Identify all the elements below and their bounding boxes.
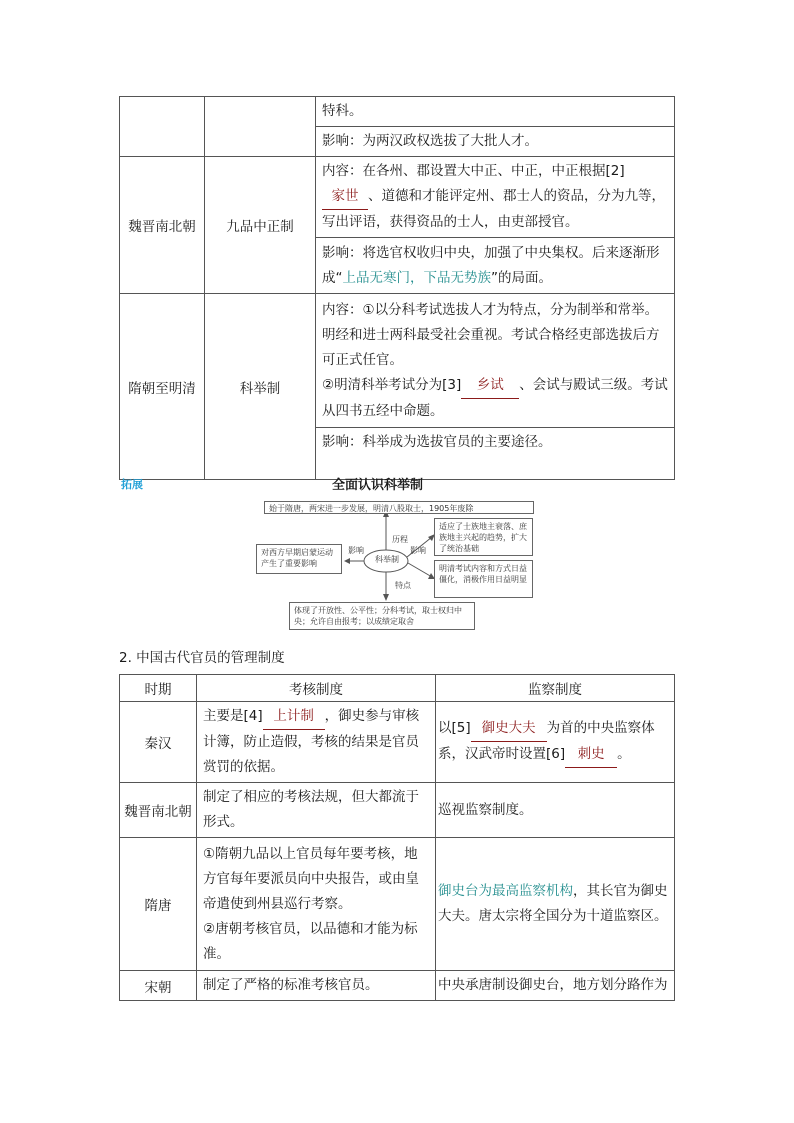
impact-cell	[316, 127, 675, 157]
header-assessment: 考核制度	[197, 675, 436, 702]
impact-text: 影响：将选官权收归中央，加强了中央集权。后来逐渐形成“	[322, 244, 660, 286]
diagram-label-impact-right: 影响	[410, 546, 426, 555]
expand-title: 全面认识科举制	[332, 478, 424, 493]
period-text: 秦汉	[144, 736, 172, 752]
assessment-text: ①隋朝九品以上官员每年要考核，地方官每年要派员向中央报告，或由皇帝遣使到州县巡行考察。	[203, 845, 419, 912]
supervision-text: 。	[617, 746, 631, 762]
period-text: 魏晋南北朝	[128, 219, 196, 235]
period-cell	[120, 157, 205, 294]
diagram-label-feature: 特点	[395, 581, 411, 590]
answer-blank-3: 乡试	[461, 373, 519, 399]
period-cell	[120, 702, 197, 783]
impact-cell	[316, 428, 675, 480]
impact-cell	[316, 238, 675, 294]
header-period: 时期	[120, 675, 197, 702]
impact-text: 影响：科举成为选拔官员的主要途径。	[322, 434, 552, 450]
highlight-phrase: 上品无寒门，下品无势族	[342, 269, 491, 286]
supervision-cell	[436, 838, 675, 971]
supervision-text: 以[5]	[438, 720, 471, 736]
period-text: 隋唐	[144, 898, 172, 914]
diagram-right-top-box: 适应了士族地主衰落、庶族地主兴起的趋势，扩大了统治基础	[434, 518, 533, 556]
period-cell	[120, 783, 197, 838]
content-text: 、道德和才能评定州、郡士人的资品，分为九等，写出评语，获得资品的士人，由吏部授官。	[322, 188, 665, 230]
diagram-top-box: 始于隋唐，两宋进一步发展，明清八股取士，1905年废除	[264, 501, 534, 514]
period-cell	[120, 294, 205, 480]
diagram-left-box: 对西方早期启蒙运动产生了重要影响	[256, 544, 342, 574]
content-text: 内容：在各州、郡设置大中正、中正，中正根据[2]	[322, 163, 625, 179]
supervision-text: 为首的中央监察体系，汉武帝时设置[6]	[438, 720, 655, 762]
content-text: ②明清科举考试分为[3]	[322, 376, 462, 393]
system-text: 科举制	[239, 380, 281, 397]
assessment-cell	[197, 971, 436, 1001]
content-cell	[316, 294, 675, 428]
supervision-text: 中央承唐制设御史台，地方划分路作为	[438, 977, 668, 993]
content-text: 、会试与殿试三级。考试从四书五经中命题。	[322, 376, 668, 419]
system-text: 九品中正制	[226, 219, 294, 235]
supervision-cell	[436, 702, 675, 783]
assessment-cell	[197, 783, 436, 838]
assessment-text: ，御史参与审核计簿，防止造假，考核的结果是官员赏罚的依据。	[203, 708, 420, 775]
system-cell	[205, 157, 316, 294]
period-text: 魏晋南北朝	[124, 804, 192, 820]
assessment-text: 主要是[4]	[203, 708, 263, 724]
answer-blank-4: 上计制	[263, 704, 325, 730]
period-text: 隋朝至明清	[128, 380, 196, 397]
impact-text: ”的局面。	[491, 269, 552, 286]
impact-text: 影响：为两汉政权选拔了大批人才。	[322, 133, 538, 149]
supervision-text: 巡视监察制度。	[438, 801, 533, 818]
diagram-bottom-box: 体现了开放性、公平性；分科考试，取士权归中央；允许自由报考；以成绩定取舍	[289, 602, 475, 630]
period-cell-empty	[120, 97, 205, 157]
assessment-cell	[197, 838, 436, 971]
diagram-right-bottom-box: 明清考试内容和方式日益僵化，消极作用日益明显	[434, 560, 533, 598]
period-text: 宋朝	[144, 979, 172, 996]
content-cell	[316, 157, 675, 238]
diagram-label-impact-left: 影响	[348, 546, 364, 555]
supervision-cell	[436, 783, 675, 838]
system-cell	[205, 294, 316, 480]
content-text: 内容：①以分科考试选拔人才为特点，分为制举和常举。明经和进士两科最受社会重视。考试合格经吏部选拔后方可正式任官。	[322, 301, 660, 368]
official-management-table	[119, 674, 675, 1001]
assessment-text: ②唐朝考核官员，以品德和才能为标准。	[203, 920, 418, 962]
answer-blank-2: 家世	[322, 184, 368, 210]
supervision-text: ，其长官为御史大夫。唐太宗将全国分为十道监察区。	[438, 883, 668, 924]
period-cell	[120, 838, 197, 971]
assessment-cell	[197, 702, 436, 783]
answer-blank-5: 御史大夫	[471, 716, 547, 742]
assessment-text: 制定了严格的标准考核官员。	[203, 977, 379, 993]
highlight-phrase: 御史台为最高监察机构	[438, 883, 573, 899]
header-supervision: 监察制度	[436, 675, 675, 702]
selection-system-table	[119, 96, 675, 480]
period-cell	[120, 971, 197, 1001]
supervision-cell	[436, 971, 675, 1001]
assessment-text: 制定了相应的考核法规，但大都流于形式。	[203, 789, 419, 830]
answer-blank-6: 刺史	[565, 742, 617, 768]
content-text: 特科。	[322, 103, 363, 119]
diagram-label-history: 历程	[392, 535, 408, 544]
diagram-center-label: 科举制	[375, 555, 399, 564]
content-cell	[316, 97, 675, 127]
system-cell-empty	[205, 97, 316, 157]
section-heading: 2. 中国古代官员的管理制度	[119, 650, 285, 666]
expand-tag: 拓展	[121, 478, 143, 491]
